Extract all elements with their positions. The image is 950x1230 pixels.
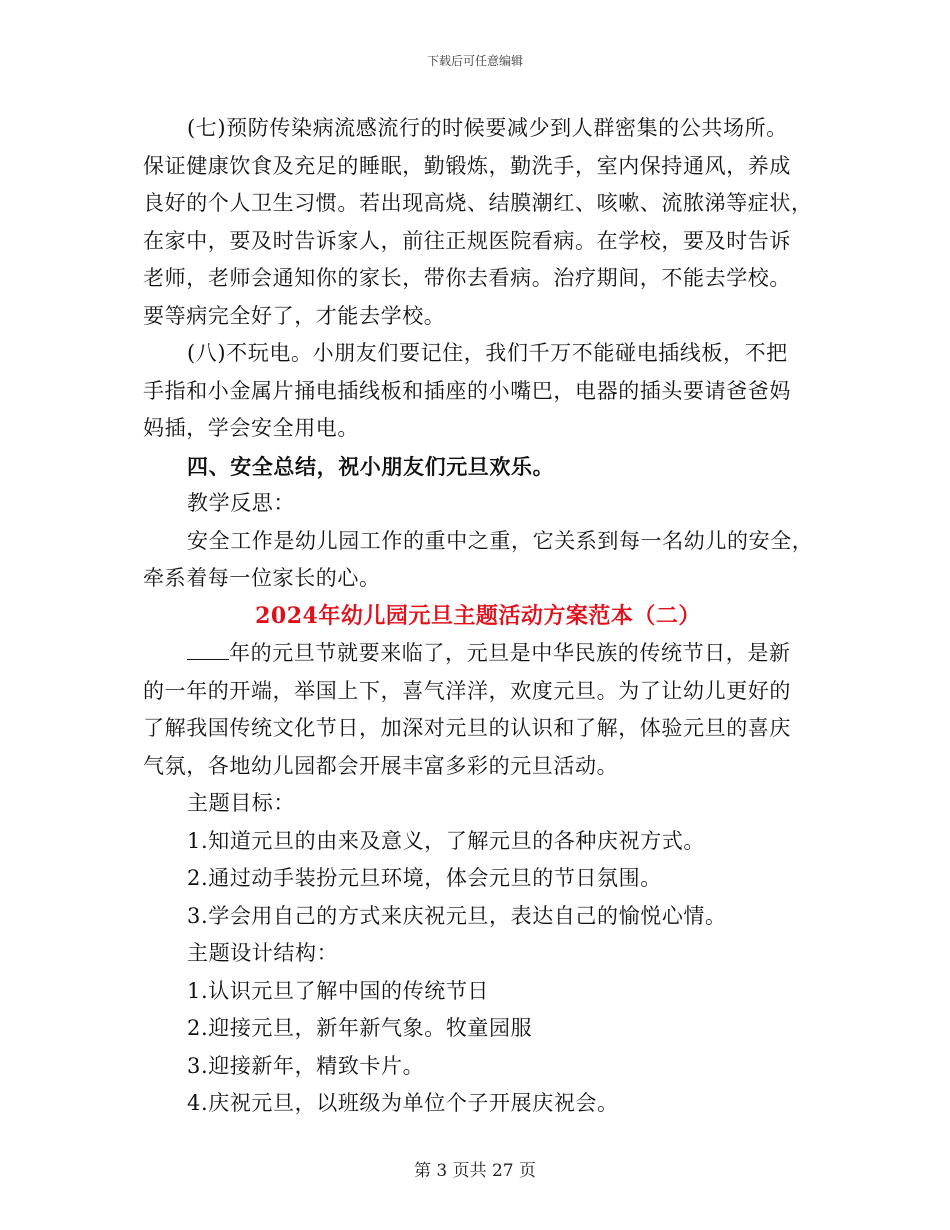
page-header: 下载后可任意编辑 (426, 54, 523, 68)
document-body (143, 110, 813, 1123)
paragraph-line: 了解我国传统文化节日，加深对元旦的认识和了解，体验元旦的喜庆 (143, 716, 791, 740)
structure-item: 1.认识元旦了解中国的传统节日 (187, 978, 490, 1003)
paragraph-line: 妈插，学会安全用电。 (143, 416, 359, 440)
paragraph-line: 牵系着每一位家长的心。 (143, 566, 381, 590)
paragraph-line: (八)不玩电。小朋友们要记住，我们千万不能碰电插线板，不把 (187, 341, 788, 365)
paragraph-line: 的一年的开端，举国上下，喜气洋洋，欢度元旦。为了让幼儿更好的 (143, 678, 791, 703)
paragraph-line: 在家中，要及时告诉家人，前往正规医院看病。在学校，要及时告诉 (143, 228, 791, 253)
reflection-label: 教学反思： (187, 491, 295, 515)
paragraph-line: 手指和小金属片捅电插线板和插座的小嘴巴，电器的插头要请爸爸妈 (143, 378, 791, 403)
paragraph-line: 安全工作是幼儿园工作的重中之重，它关系到每一名幼儿的安全， (187, 528, 814, 553)
goal-item: 2.通过动手装扮元旦环境，体会元旦的节日氛围。 (187, 866, 662, 890)
document-title: 2024年幼儿园元旦主题活动方案范本（二） (255, 602, 701, 629)
goal-item: 3.学会用自己的方式来庆祝元旦，表达自己的愉悦心情。 (187, 903, 727, 928)
paragraph-line: 气氛，各地幼儿园都会开展丰富多彩的元旦活动。 (143, 753, 619, 778)
structure-item: 2.迎接元旦，新年新气象。牧童园服 (187, 1016, 533, 1040)
page-footer: 第 3 页共 27 页 (413, 1161, 537, 1181)
goals-label: 主题目标： (187, 791, 295, 815)
paragraph-line: 保证健康饮食及充足的睡眠，勤锻炼，勤洗手，室内保持通风，养成 (143, 153, 791, 178)
goal-item: 1.知道元旦的由来及意义，了解元旦的各种庆祝方式。 (187, 828, 706, 853)
structure-item: 4.庆祝元旦，以班级为单位个子开展庆祝会。 (187, 1091, 619, 1115)
paragraph-line (143, 635, 813, 673)
section-heading: 四、安全总结，祝小朋友们元旦欢乐。 (187, 453, 555, 479)
paragraph-line: 老师，老师会通知你的家长，带你去看病。治疗期间，不能去学校。 (143, 266, 791, 290)
structure-item: 3.迎接新年，精致卡片。 (187, 1053, 425, 1078)
paragraph-line: 要等病完全好了，才能去学校。 (143, 303, 446, 328)
blank-underline (187, 641, 229, 660)
intro-first-line: 年的元旦节就要来临了，元旦是中华民族的传统节日，是新 (229, 641, 791, 665)
paragraph-line: (七)预防传染病流感流行的时候要减少到人群密集的公共场所。 (187, 116, 788, 140)
structure-label: 主题设计结构： (187, 941, 339, 965)
paragraph-line: 良好的个人卫生习惯。若出现高烧、结膜潮红、咳嗽、流脓涕等症状， (143, 191, 813, 215)
